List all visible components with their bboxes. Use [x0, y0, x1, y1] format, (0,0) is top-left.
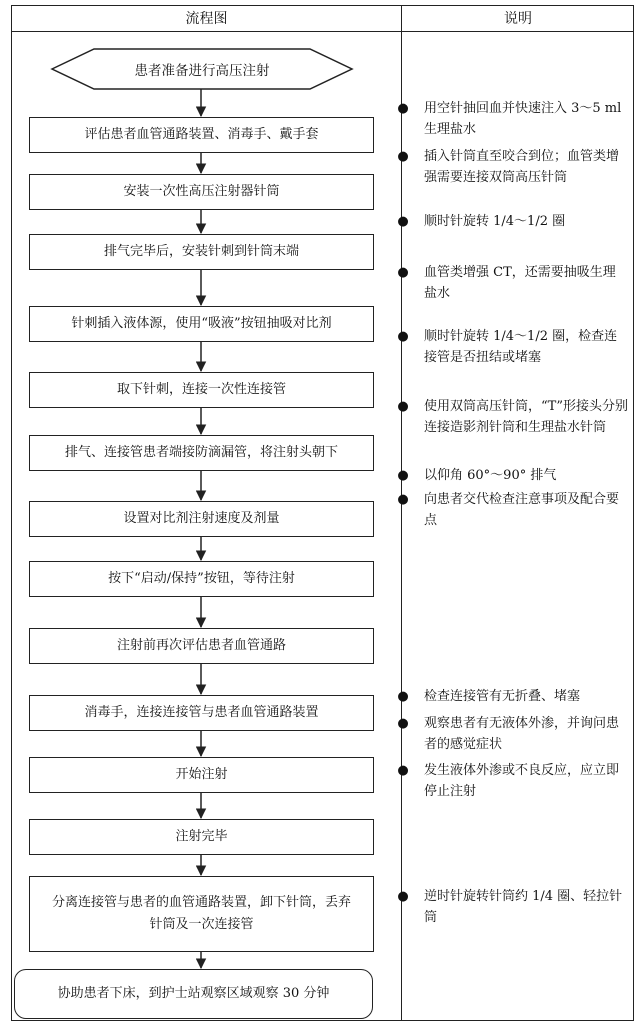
flow-step: 分离连接管与患者的血管通路装置，卸下针筒，丢弃针筒及一次连接管: [29, 876, 374, 952]
flow-step: 排气完毕后，安装针刺到针筒末端: [29, 234, 374, 270]
note-text: 观察患者有无液体外渗，并询问患者的感觉症状: [424, 716, 620, 752]
bullet-dot: ●: [397, 214, 409, 229]
note-text: 插入针筒直至咬合到位；血管类增强需要连接双筒高压针筒: [424, 149, 620, 185]
bullet-dot: ●: [397, 101, 409, 116]
note-item: [396, 713, 628, 755]
header-notes: 说明: [504, 11, 532, 27]
note-text: 发生液体外渗或不良反应，应立即停止注射: [424, 763, 620, 799]
flow-step: 注射前再次评估患者血管通路: [29, 628, 374, 664]
flow-step: 按下“启动/保持”按钮，等待注射: [29, 561, 374, 597]
note-text: 用空针抽回血并快速注入 3～5 ml 生理盐水: [424, 101, 622, 137]
bullet-dot: ●: [397, 716, 409, 731]
header-flowchart: 流程图: [185, 11, 228, 27]
note-item: [396, 489, 628, 531]
note-item: [396, 396, 628, 438]
note-text: 顺时针旋转 1/4～1/2 圈: [424, 214, 566, 229]
flow-step: 开始注射: [29, 757, 374, 793]
note-item: [396, 262, 628, 304]
note-item: [396, 326, 628, 368]
note-item: [396, 98, 628, 140]
note-item: [396, 146, 628, 188]
bullet-dot: ●: [397, 889, 409, 904]
flow-step: 取下针刺，连接一次性连接管: [29, 372, 374, 408]
note-text: 以仰角 60°～90° 排气: [424, 468, 557, 483]
note-text: 向患者交代检查注意事项及配合要点: [424, 492, 620, 528]
note-text: 使用双筒高压针筒，“T”形接头分别连接造影剂针筒和生理盐水针筒: [424, 399, 628, 435]
bullet-dot: ●: [397, 492, 409, 507]
flow-step: 注射完毕: [29, 819, 374, 855]
bullet-dot: ●: [397, 399, 409, 414]
bullet-dot: ●: [397, 329, 409, 344]
flow-step: 安装一次性高压注射器针筒: [29, 174, 374, 210]
bullet-dot: ●: [397, 468, 409, 483]
flow-step: 评估患者血管通路装置、消毒手、戴手套: [29, 117, 374, 153]
note-item: [396, 760, 628, 802]
flow-step: 协助患者下床，到护士站观察区域观察 30 分钟: [14, 969, 373, 1019]
note-item: [396, 211, 628, 232]
note-item: [396, 465, 628, 486]
flow-step: 设置对比剂注射速度及剂量: [29, 501, 374, 537]
bullet-dot: ●: [397, 689, 409, 704]
note-text: 检查连接管有无折叠、堵塞: [424, 689, 581, 704]
bullet-dot: ●: [397, 149, 409, 164]
flow-step: 排气、连接管患者端接防滴漏管，将注射头朝下: [29, 435, 374, 471]
note-text: 逆时针旋转针筒约 1/4 圈、轻拉针筒: [424, 889, 623, 925]
note-item: [396, 686, 628, 707]
bullet-dot: ●: [397, 265, 409, 280]
start-terminal-label: 患者准备进行高压注射: [134, 63, 270, 79]
note-item: [396, 886, 628, 928]
note-text: 血管类增强 CT，还需要抽吸生理盐水: [424, 265, 616, 301]
note-text: 顺时针旋转 1/4～1/2 圈，检查连接管是否扭结或堵塞: [424, 329, 618, 365]
flow-step: 针刺插入液体源，使用“吸液”按钮抽吸对比剂: [29, 306, 374, 342]
bullet-dot: ●: [397, 763, 409, 778]
flow-step: 消毒手，连接连接管与患者血管通路装置: [29, 695, 374, 731]
